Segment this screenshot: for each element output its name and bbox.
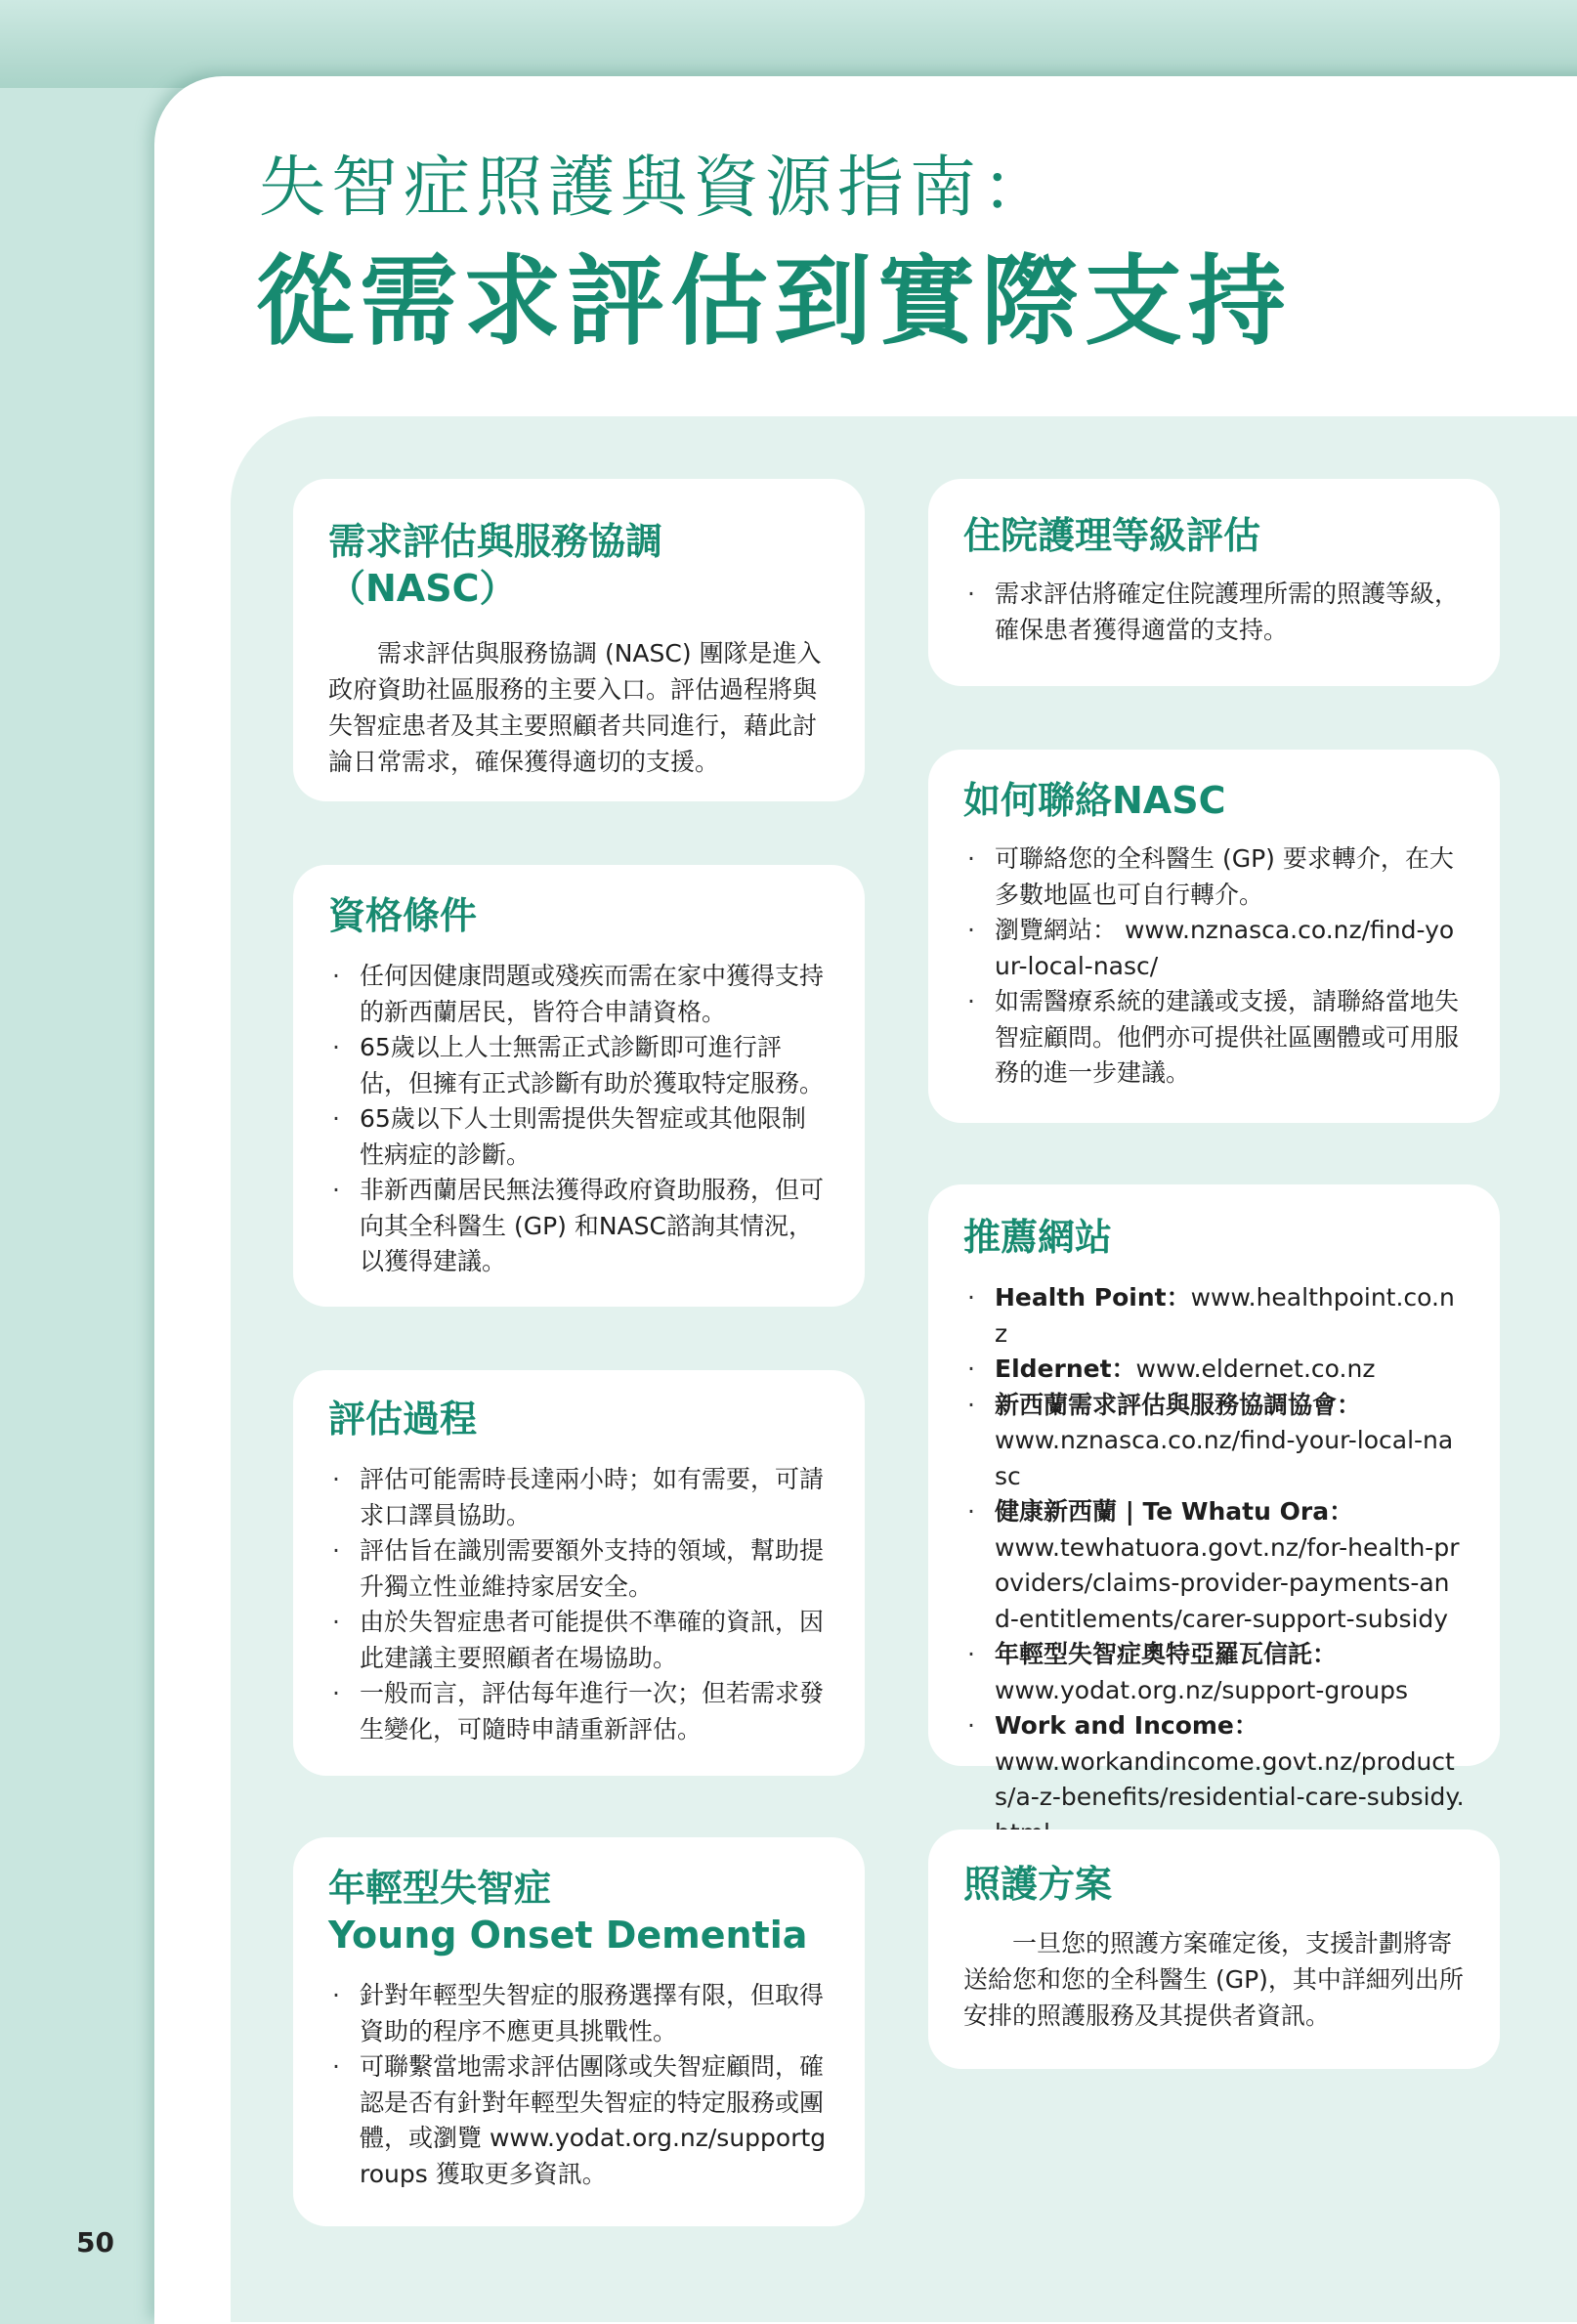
website-item [963,1280,1465,1352]
young-onset-list [328,1978,830,2192]
card-care-plan-heading: 照護方案 [963,1863,1113,1906]
card-process-heading: 評估過程 [328,1398,478,1441]
page-number: 50 [76,2226,114,2259]
residential-list [963,577,1465,648]
card-eligibility-heading: 資格條件 [328,894,478,937]
card-websites [928,1184,1500,1811]
page-title-line1: 失智症照護與資源指南： [259,150,1055,227]
website-url: www.workandincome.govt.nz/products/a-z-benefits/residential-care-subsidy. [995,1746,1465,1811]
card-contact [928,750,1500,1123]
website-item [963,1494,1465,1637]
website-label: 新西蘭需求評估與服務協調協會： [995,1390,1362,1419]
heading-line2: Young Onset Dementia [328,1914,808,1957]
website-item [963,1637,1465,1708]
eligibility-list [328,959,830,1280]
list-item: · 由於失智症患者可能提供不準確的資訊，因此建議主要照顧者在場協助。 [328,1605,830,1676]
website-url: www.nznasca.co.nz/find-your-local-nasc [995,1426,1454,1490]
website-label: Health Point： [995,1283,1191,1312]
website-label: 年輕型失智症奧特亞羅瓦信託： [995,1640,1338,1668]
card-nasc-heading [328,518,830,612]
website-url: www.healthpoint.co.nz [995,1283,1455,1348]
list-item: · 可聯繫當地需求評估團隊或失智症顧問，確認是否有針對年輕型失智症的特定服務或團體，或瀏覽 www.yodat.org.nz/supportgroups 獲取更多資訊。 [328,2049,830,2192]
card-young-onset-heading [328,1865,830,1958]
process-list [328,1462,830,1747]
card-nasc [293,479,865,801]
top-band [0,0,1577,88]
list-item: · 一般而言，評估每年進行一次；但若需求發生變化，可隨時申請重新評估。 [328,1676,830,1747]
list-item: · 如需醫療系統的建議或支援，請聯絡當地失智症顧問。他們亦可提供社區團體或可用服務的進一步建議。 [963,984,1465,1092]
card-eligibility [293,865,865,1307]
heading-line1: 年輕型失智症 [328,1867,552,1910]
list-item: · 非新西蘭居民無法獲得政府資助服務，但可向其全科醫生 (GP) 和NASC諮詢其情況，以獲得建議。 [328,1173,830,1280]
websites-list [963,1280,1465,1851]
list-item: · 評估可能需時長達兩小時；如有需要，可請求口譯員協助。 [328,1462,830,1533]
list-item: · 針對年輕型失智症的服務選擇有限，但取得資助的程序不應更具挑戰性。 [328,1978,830,2049]
heading-line2: （NASC） [328,567,517,610]
card-residential [928,479,1500,686]
list-item: · 可聯絡您的全科醫生 (GP) 要求轉介，在大多數地區也可自行轉介。 [963,841,1465,913]
list-item: · 評估旨在識別需要額外支持的領域，幫助提升獨立性並維持家居安全。 [328,1533,830,1605]
website-item [963,1352,1465,1388]
card-websites-heading: 推薦網站 [963,1216,1113,1259]
website-label: Eldernet： [995,1355,1136,1383]
website-url: www.yodat.org.nz/support-groups [995,1675,1408,1704]
card-process [293,1370,865,1776]
website-url: www.eldernet.co.nz [1135,1355,1376,1383]
card-residential-heading: 住院護理等級評估 [963,514,1261,557]
card-young-onset [293,1837,865,2226]
card-care-plan [928,1829,1500,2069]
website-url: www.tewhatuora.govt.nz/for-health-providers/claims-provider-payments-and-entitlements/carer-support-subsidy [995,1532,1460,1633]
card-care-plan-body: 一旦您的照護方案確定後，支援計劃將寄送給您和您的全科醫生 (GP)，其中詳細列出所安排的照護服務及其提供者資訊。 [963,1929,1464,2030]
website-label: 健康新西蘭 | Te Whatu Ora： [995,1497,1354,1526]
page-title-line2: 從需求評估到實際支持 [256,244,1292,359]
heading-line1: 需求評估與服務協調 [328,520,663,563]
list-item: · 65歲以下人士則需提供失智症或其他限制性病症的診斷。 [328,1101,830,1173]
card-contact-heading: 如何聯絡NASC [963,779,1226,822]
contact-list [963,841,1465,1092]
website-item [963,1388,1465,1495]
list-item: · 65歲以上人士無需正式診斷即可進行評估，但擁有正式診斷有助於獲取特定服務。 [328,1030,830,1101]
website-label: Work and Income： [995,1711,1258,1740]
list-item: · 任何因健康問題或殘疾而需在家中獲得支持的新西蘭居民，皆符合申請資格。 [328,959,830,1030]
list-item: · 瀏覽網站： www.nznasca.co.nz/find-your-local-nasc/ [963,913,1465,984]
list-item: · 需求評估將確定住院護理所需的照護等級，確保患者獲得適當的支持。 [963,577,1465,648]
card-nasc-body: 需求評估與服務協調 (NASC) 團隊是進入政府資助社區服務的主要入口。評估過程將與失智症患者及其主要照顧者共同進行，藉此討論日常需求，確保獲得適切的支援。 [328,639,822,776]
